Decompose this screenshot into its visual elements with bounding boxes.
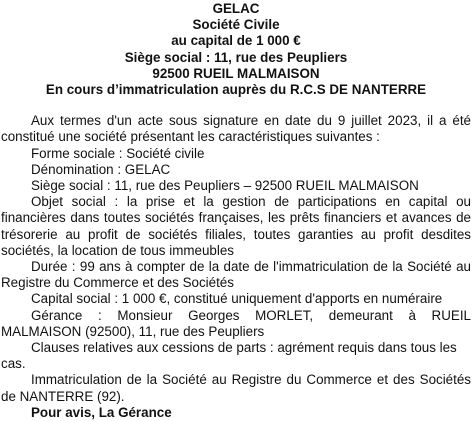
company-form: Société Civile (192, 17, 280, 33)
legal-notice (1, 1, 471, 421)
management-paragraph: Gérance : Monsieur Georges MORLET, demeurant à RUEIL MALMAISON (92500), 11, rue des Peupliers (1, 307, 471, 339)
corporate-purpose-paragraph: Objet social : la prise et la gestion de participations en capital ou financières dans toutes sociétés françaises, les prêts financiers et avances de trésorerie au profit de sociétés filiales, toutes garanties au profit desdites sociétés, la location de tous immeubles (1, 194, 471, 258)
denomination-line: Dénomination : GELAC (31, 161, 171, 177)
share-transfer-clause-line: Clauses relatives aux cessions de parts : agrément requis dans tous les cas. (1, 340, 457, 372)
company-name: GELAC (212, 1, 260, 16)
company-seat: Siège social : 11, rue des Peupliers (124, 49, 348, 65)
duration-paragraph: Durée : 99 ans à compter de la date de l'immatriculation de la Société au Registre du Commerce et des Sociétés (1, 259, 471, 291)
share-capital-line: Capital social : 1 000 €, constitué uniquement d'apports en numéraire (31, 291, 443, 307)
intro-paragraph: Aux termes d'un acte sous signature en date du 9 juillet 2023, il a été constitué une société présentant les caractéristiques suivantes : (1, 113, 471, 145)
closing-signature: Pour avis, La Gérance (31, 404, 172, 420)
registration-status: En cours d’immatriculation auprès du R.C.S DE NANTERRE (45, 82, 427, 98)
notice-header (1, 1, 471, 98)
registration-paragraph: Immatriculation de la Société au Registre du Commerce et des Sociétés de NANTERRE (92). (1, 372, 471, 404)
legal-form-line: Forme sociale : Société civile (31, 145, 205, 161)
registered-office-line: Siège social : 11, rue des Peupliers – 92500 RUEIL MALMAISON (31, 178, 419, 194)
company-city: 92500 RUEIL MALMAISON (152, 65, 320, 81)
company-capital: au capital de 1 000 € (171, 33, 301, 49)
